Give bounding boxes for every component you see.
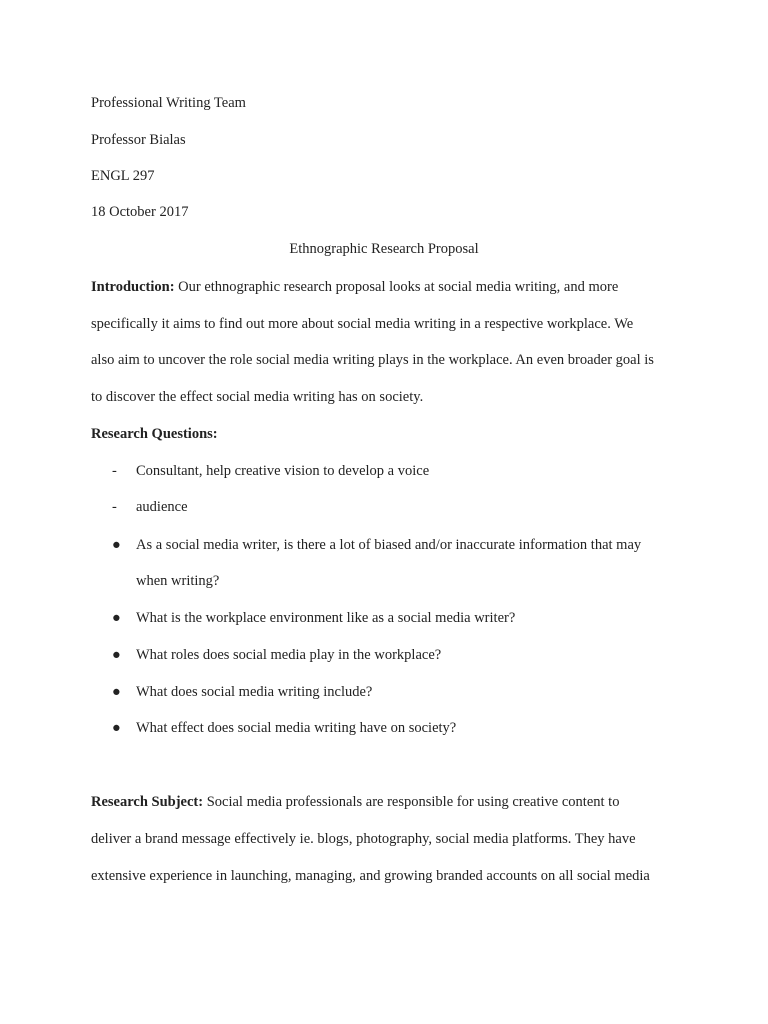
dash-marker: - — [112, 499, 117, 515]
introduction-paragraph-line-2: specifically it aims to find out more about social media writing in a respective workplace. We — [91, 316, 634, 332]
document-title: Ethnographic Research Proposal — [289, 241, 479, 257]
bullet-marker: ● — [112, 647, 121, 663]
list-item: As a social media writer, is there a lot of biased and/or inaccurate information that may — [136, 537, 642, 553]
introduction-paragraph-line-1 — [91, 278, 618, 296]
list-item: What effect does social media writing have on society? — [136, 720, 457, 736]
research-subject-label: Research Subject: — [91, 794, 204, 810]
dash-marker: - — [112, 463, 117, 479]
introduction-label: Introduction: — [91, 279, 175, 295]
introduction-text: Our ethnographic research proposal looks at social media writing, and more — [174, 279, 619, 295]
research-subject-paragraph-line-3: extensive experience in launching, managing, and growing branded accounts on all social media — [91, 868, 650, 884]
bullet-marker: ● — [112, 684, 121, 700]
list-item: audience — [136, 499, 188, 515]
list-item: What does social media writing include? — [136, 684, 373, 700]
introduction-paragraph-line-4: to discover the effect social media writing has on society. — [91, 389, 424, 405]
author-line: Professional Writing Team — [91, 95, 246, 111]
list-item: What is the workplace environment like as a social media writer? — [136, 610, 516, 626]
list-item: What roles does social media play in the workplace? — [136, 647, 442, 663]
course-line: ENGL 297 — [91, 168, 155, 184]
research-subject-paragraph-line-1 — [91, 793, 619, 811]
research-questions-heading: Research Questions: — [91, 426, 218, 442]
professor-line: Professor Bialas — [91, 132, 186, 148]
research-subject-paragraph-line-2: deliver a brand message effectively ie. blogs, photography, social media platforms. They have — [91, 831, 636, 847]
research-subject-text: Social media professionals are responsible for using creative content to — [203, 794, 620, 810]
date-line: 18 October 2017 — [91, 204, 189, 220]
bullet-marker: ● — [112, 537, 121, 553]
introduction-paragraph-line-3: also aim to uncover the role social media writing plays in the workplace. An even broader goal is — [91, 352, 654, 368]
list-item-continuation: when writing? — [136, 573, 220, 589]
bullet-marker: ● — [112, 720, 121, 736]
list-item: Consultant, help creative vision to develop a voice — [136, 463, 430, 479]
bullet-marker: ● — [112, 610, 121, 626]
